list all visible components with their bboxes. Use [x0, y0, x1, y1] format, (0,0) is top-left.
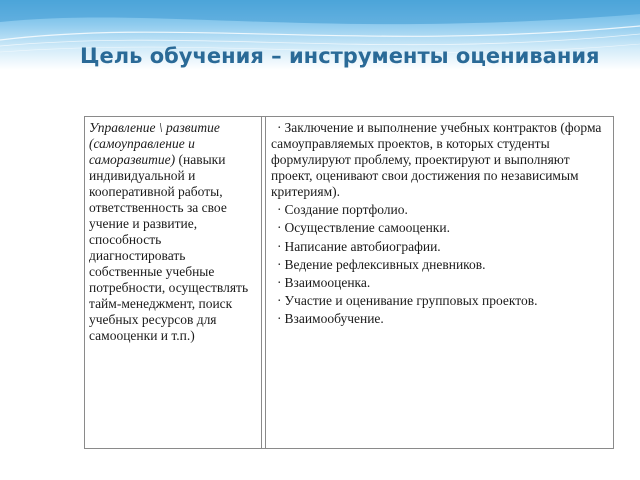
list-item: [271, 293, 609, 309]
tools-list: [271, 120, 609, 327]
list-item-text: Заключение и выполнение учебных контрактов (форма самоуправляемых проектов, в которых студенты формулируют проблему, проектируют и выполняют проект, оценивают свои достижения по независимым критериям).: [271, 120, 602, 199]
list-item: [271, 275, 609, 291]
list-item: [271, 220, 609, 236]
bullet-icon: ·: [277, 256, 282, 272]
bullet-icon: ·: [277, 311, 282, 327]
bullet-icon: ·: [277, 238, 282, 254]
list-item: [271, 120, 609, 200]
bullet-icon: ·: [277, 202, 282, 218]
list-item-text: Ведение рефлексивных дневников.: [284, 256, 486, 272]
bullet-icon: ·: [277, 120, 282, 135]
list-item-text: Написание автобиографии.: [284, 238, 441, 254]
content-table: [84, 116, 614, 449]
list-item: [271, 311, 609, 327]
list-item-text: Участие и оценивание групповых проектов.: [284, 293, 538, 309]
bullet-icon: ·: [277, 220, 282, 236]
list-item-text: Взаимооценка.: [284, 274, 371, 290]
list-item: [271, 202, 609, 218]
bullet-icon: ·: [277, 293, 282, 309]
category-label: Управление \ развитие (самоуправление и саморазвитие): [89, 120, 220, 167]
list-item-text: Создание портфолио.: [284, 202, 408, 218]
list-item-text: Взаимообучение.: [284, 311, 384, 327]
list-item-text: Осуществление самооценки.: [284, 220, 450, 236]
list-item: [271, 257, 609, 273]
slide-title: Цель обучения – инструменты оценивания: [80, 44, 600, 68]
table-cell-right: [266, 117, 613, 448]
table-cell-left: [85, 117, 266, 448]
list-item: [271, 239, 609, 255]
bullet-icon: ·: [277, 274, 282, 290]
category-description: (навыки индивидуальной и кооперативной работы, ответственность за свое учение и развитие, способность диагностировать собственные учебные потребности, осуществлять тайм-менеджмент, поиск учебных ресурсов для самооценки и т.п.): [89, 152, 249, 343]
